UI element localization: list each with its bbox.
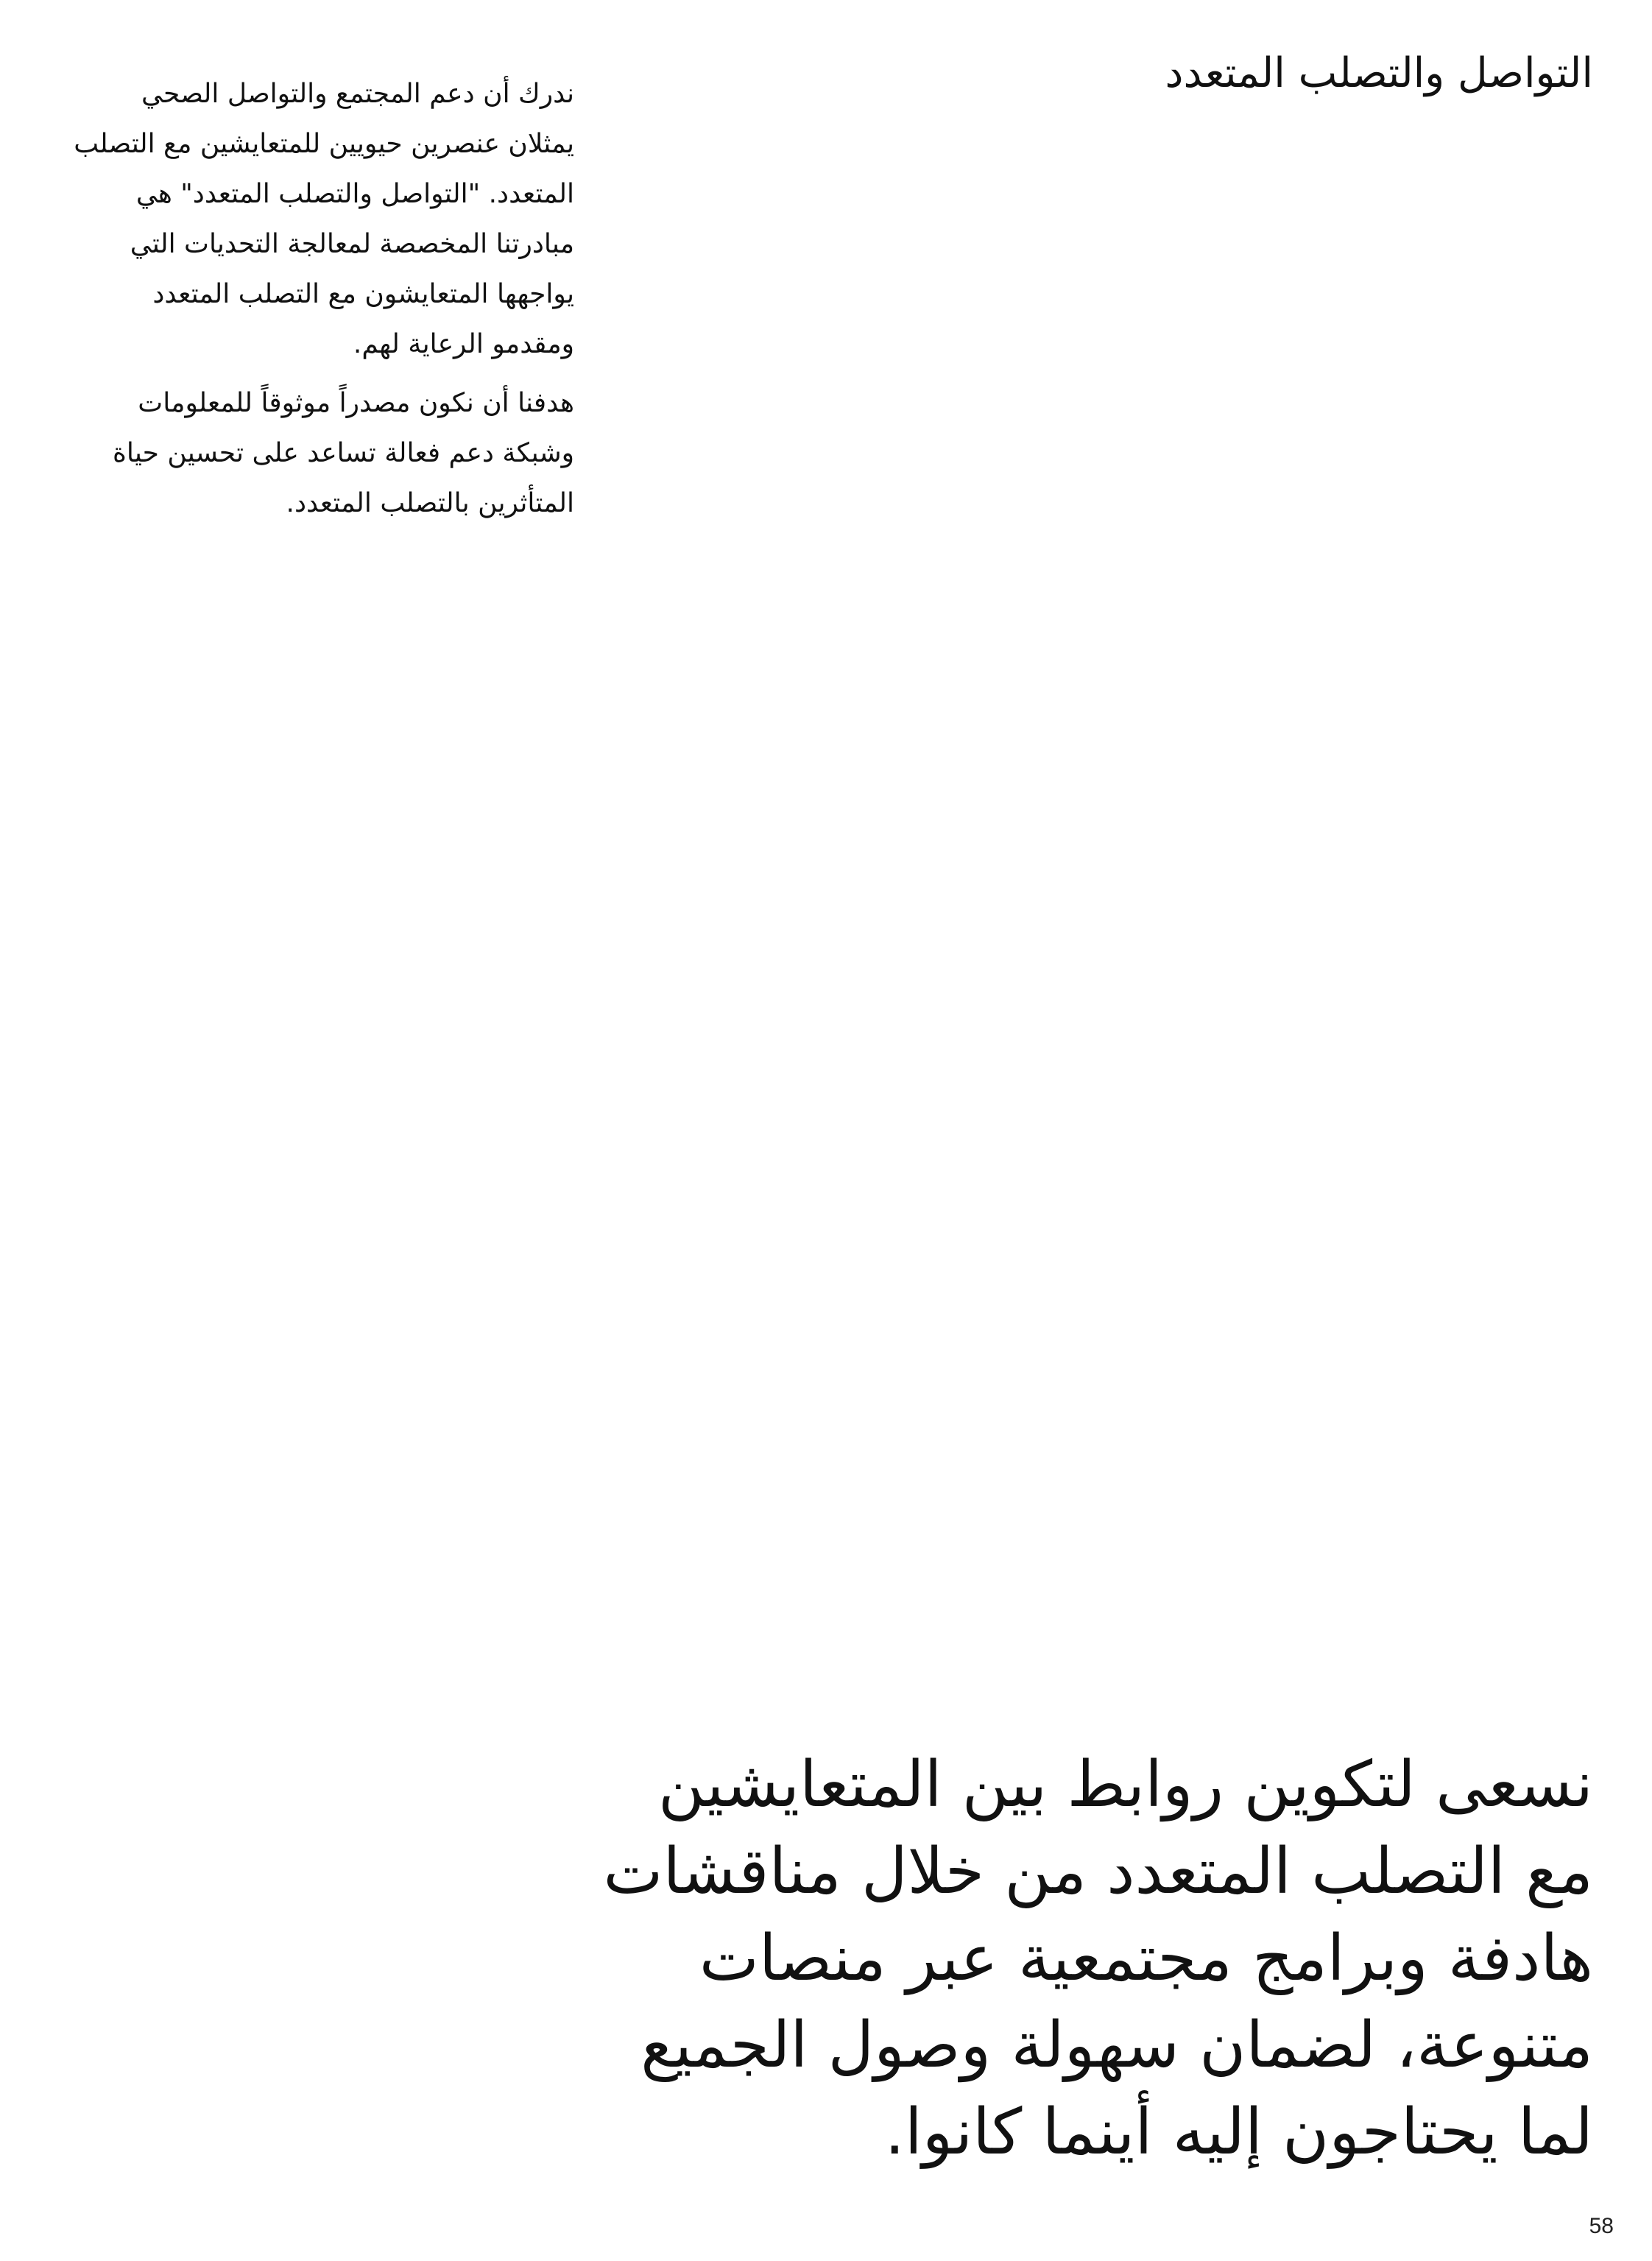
intro-paragraph: ندرك أن دعم المجتمع والتواصل الصحي يمثلان عنصرين حيويين للمتعايشين مع التصلب المتعدد. "التواصل والتصلب المتعدد" هي مبادرتنا المخصصة لمعالجة التحديات التي يواجهها المتعايشون مع التصلب المتعدد ومقدمو الرعاية لهم. (74, 79, 574, 359)
page-title: التواصل والتصلب المتعدد (1165, 49, 1593, 97)
page-number: 58 (1589, 2214, 1614, 2238)
pull-quote-statement: نسعى لتكوين روابط بين المتعايشين مع التصلب المتعدد من خلال مناقشات هادفة وبرامج مجتمعية عبر منصات متنوعة، لضمان سهولة وصول الجميع لما يحتاجون إليه أينما كانوا. (603, 1748, 1593, 2169)
intro-text (74, 69, 574, 537)
intro-paragraph: هدفنا أن نكون مصدراً موثوقاً للمعلومات وشبكة دعم فعالة تساعد على تحسين حياة المتأثرين بالتصلب المتعدد. (112, 388, 574, 518)
